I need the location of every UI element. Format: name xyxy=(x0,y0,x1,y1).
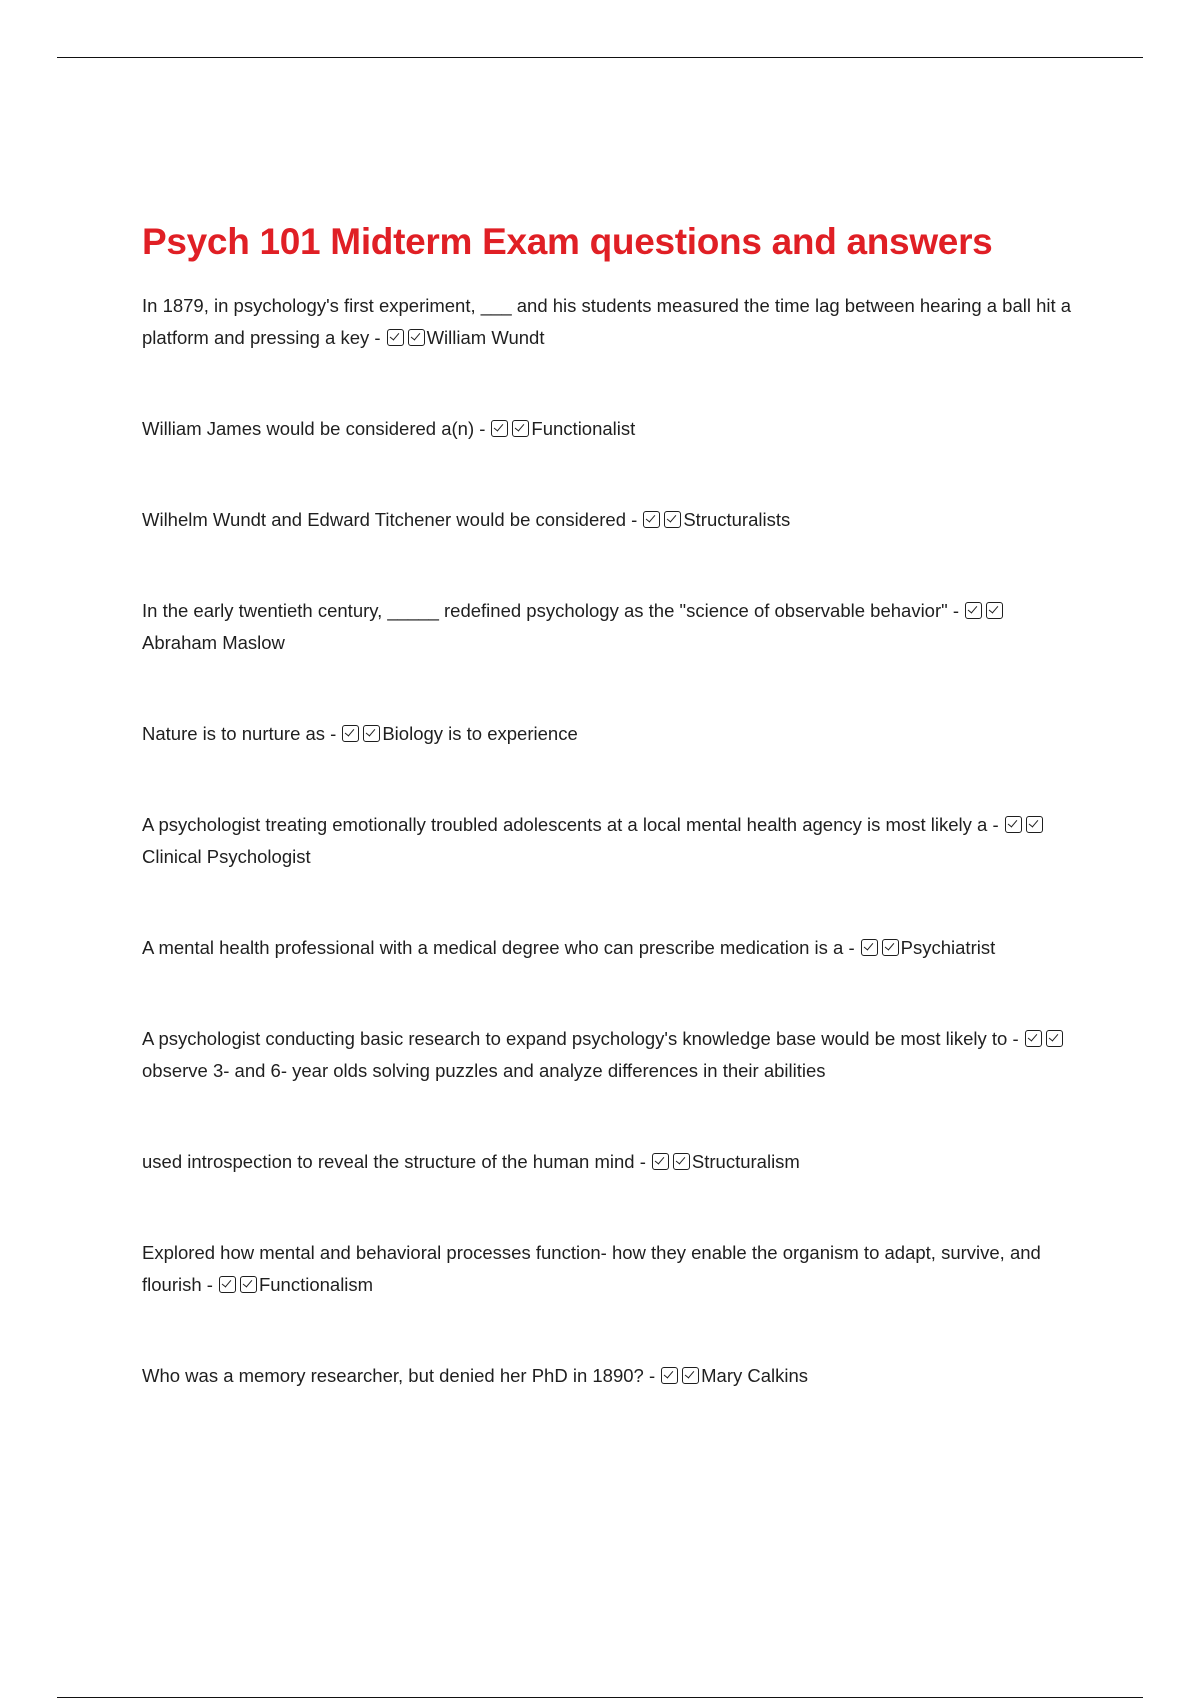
answer-text: observe 3- and 6- year olds solving puzzles and analyze differences in their abilities xyxy=(142,1060,826,1081)
question-text: A mental health professional with a medical degree who can prescribe medication is a xyxy=(142,937,844,958)
answer-text: Psychiatrist xyxy=(900,937,996,958)
question-text: Explored how mental and behavioral processes function- how they enable the organism to adapt, survive, and flourish xyxy=(142,1242,1041,1295)
qa-item xyxy=(142,1360,1072,1392)
checkbox-checked-icon xyxy=(1005,816,1022,833)
header-rule xyxy=(57,57,1143,58)
answer-text: Biology is to experience xyxy=(382,723,578,744)
question-text: Wilhelm Wundt and Edward Titchener would be considered xyxy=(142,509,626,530)
checkbox-checked-icon xyxy=(882,939,899,956)
checkbox-checked-icon xyxy=(342,725,359,742)
question-text: Nature is to nurture as xyxy=(142,723,326,744)
answer-text: Structuralists xyxy=(683,509,791,530)
checkbox-checked-icon xyxy=(664,511,681,528)
checkbox-checked-icon xyxy=(1025,1030,1042,1047)
checkbox-checked-icon xyxy=(682,1367,699,1384)
checkbox-checked-icon xyxy=(387,329,404,346)
question-separator: - xyxy=(201,1274,213,1295)
checkbox-checked-icon xyxy=(643,511,660,528)
document-body xyxy=(142,214,1072,1392)
answer-text: Functionalist xyxy=(531,418,636,439)
document-title: Psych 101 Midterm Exam questions and answers xyxy=(142,221,993,262)
question-separator: - xyxy=(626,509,638,530)
question-text: used introspection to reveal the structure of the human mind xyxy=(142,1151,635,1172)
checkbox-checked-icon xyxy=(491,420,508,437)
qa-item xyxy=(142,1023,1072,1087)
answer-text: Structuralism xyxy=(691,1151,800,1172)
question-text: A psychologist treating emotionally troubled adolescents at a local mental health agency is most likely a xyxy=(142,814,988,835)
answer-text: William Wundt xyxy=(426,327,545,348)
qa-item xyxy=(142,718,1072,750)
question-text: Who was a memory researcher, but denied her PhD in 1890? xyxy=(142,1365,644,1386)
question-text: In the early twentieth century, _____ redefined psychology as the "science of observable behavior" xyxy=(142,600,948,621)
qa-item xyxy=(142,932,1072,964)
answer-text: Abraham Maslow xyxy=(142,632,285,653)
checkbox-checked-icon xyxy=(363,725,380,742)
question-separator: - xyxy=(474,418,486,439)
checkbox-checked-icon xyxy=(408,329,425,346)
question-text: A psychologist conducting basic research to expand psychology's knowledge base would be most likely to xyxy=(142,1028,1008,1049)
checkbox-checked-icon xyxy=(219,1276,236,1293)
qa-item xyxy=(142,809,1072,873)
question-separator: - xyxy=(1007,1028,1019,1049)
checkbox-checked-icon xyxy=(1046,1030,1063,1047)
answer-text: Functionalism xyxy=(258,1274,374,1295)
question-separator: - xyxy=(369,327,381,348)
question-separator: - xyxy=(947,600,960,621)
question-separator: - xyxy=(843,937,855,958)
checkbox-checked-icon xyxy=(673,1153,690,1170)
qa-item xyxy=(142,413,1072,445)
checkbox-checked-icon xyxy=(661,1367,678,1384)
checkbox-checked-icon xyxy=(1026,816,1043,833)
question-text: In 1879, in psychology's first experiment, ___ and his students measured the time lag between hearing a ball hit a platform and pressing a key xyxy=(142,295,1072,348)
checkbox-checked-icon xyxy=(861,939,878,956)
checkbox-checked-icon xyxy=(965,602,982,619)
qa-item xyxy=(142,595,1072,659)
qa-list xyxy=(142,290,1072,1392)
qa-item xyxy=(142,1237,1072,1301)
question-separator: - xyxy=(634,1151,646,1172)
question-separator: - xyxy=(325,723,337,744)
question-separator: - xyxy=(987,814,999,835)
question-separator: - xyxy=(643,1365,656,1386)
checkbox-checked-icon xyxy=(512,420,529,437)
qa-item xyxy=(142,1146,1072,1178)
footer-rule xyxy=(57,1697,1143,1698)
qa-item xyxy=(142,504,1072,536)
checkbox-checked-icon xyxy=(240,1276,257,1293)
qa-item xyxy=(142,290,1072,354)
question-text: William James would be considered a(n) xyxy=(142,418,475,439)
checkbox-checked-icon xyxy=(652,1153,669,1170)
answer-text: Clinical Psychologist xyxy=(142,846,311,867)
checkbox-checked-icon xyxy=(986,602,1003,619)
answer-text: Mary Calkins xyxy=(701,1365,809,1386)
